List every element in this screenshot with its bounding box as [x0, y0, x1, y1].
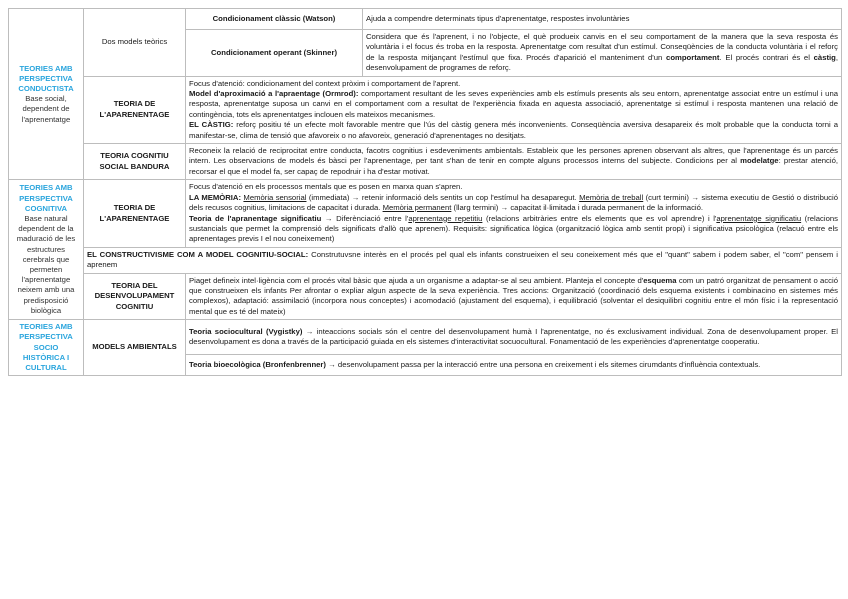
dos-models-label: Dos models teòrics: [84, 9, 186, 77]
category-subtitle: Base social, dependent de l'aprenentatge: [21, 94, 71, 124]
table-row: [9, 320, 842, 355]
table-row: [9, 76, 842, 143]
watson-desc: Ajuda a compendre determinats tipus d'aprenentatge, respostes involuntàries: [363, 9, 842, 30]
piaget-label: TEORIA DEL DESENVOLUPAMENT COGNITIU: [84, 273, 186, 320]
bandura-desc: Reconeix la relació de reciprocitat entre conducta, facotrs cognitius i esdeveniments ambientals. Estableix que les persones aprenen observant als altres, que l'aprenentage és un parcés intern. Les observacions de models és bàsci per l'aprenentage, per tant s'han de tenir en compte alguns processos interns del subjecte. Condicions per al modelatge: prestar atenció, recorsar el que el model fa, ser capaç de repodruir i ha d'estar motivat.: [186, 144, 842, 180]
category-subtitle: Base natural dependent de la maduració de les estructures cerebrals que permeten l'aprenentatge neixem amb una predisposició biològica: [16, 214, 76, 315]
bronfenbrenner-desc: Teoria bioecològica (Bronfenbrenner) → desenvolupament passa per la interacció entre una persona en creixement i els sitemes cirumdants d'influència contextuals.: [186, 355, 842, 376]
category-title: TEORIES AMB PERSPECTIVA SOCIO HISTÒRICA I CULTURAL: [19, 322, 73, 372]
aprenentatge-desc-conductista: Focus d'atenció: condicionament del context pròxim i comportament de l'aprent. Model d'aproximació a l'apraentage (Ormrod): comportament resultant de les seves experiències amb els estímuls presents als seu entorn, aprenentatge associat entre un estímul i una resposta, aprenentatge suposa un canvi en el comportament com a resultat de l'experiència fixada en aquesta associació, aprenentatge si estímul i resposta mantenen una relació de contingència, tots els aprenentatges inclouen els mateixos mecanismes. EL CÀSTIG: reforç positiu té un efecte molt favorable mentre que l'ús del càstig genera més inconvenients. Conseqüència aversiva desapareix és molt probable que la conducta torni a manifestar-se, clima de tensió que afavoreix o no afavoreix, generació d'aprenentages no desitjats.: [186, 76, 842, 143]
table-row: [9, 144, 842, 180]
aprenentatge-desc-cognitiva: Focus d'atenció en els processos mentals que es posen en marxa quan s'apren. LA MEMÒRIA: Memòria sensorial (immediata) → retenir informació dels sentits un cop l'estímul ha desaparegut. Memòria de treball (curt termini) → sistema executiu de Gestió o distribució dels recusos cognitius, limitacions de capacitat i durada. Memòria permanent (llarg termini) → capacitat il·limitada i durada permanent de la informació. Teoria de l'apranentage significatiu → Diferènciació entre l'aprenentage repetitiu (relacions arbitràries entre els elements que es vol aprendre) i l'aprenentatge significatiu (relacions sustancials que permet la comprensió dels significats d'allò que aprenem). Requisits: significatica lògica (organització lògica amb sentit propi) i significativa psicològica (relacuó entre els aprenentages previs I el nou coneixement): [186, 180, 842, 247]
table-row: [9, 180, 842, 247]
category-conductista: [9, 9, 84, 180]
skinner-title: Condicionament operant (Skinner): [186, 30, 363, 77]
aprenentatge-label-cognitiva: TEORIA DE L'APARENENTAGE: [84, 180, 186, 247]
table-row: [9, 247, 842, 273]
category-title: TEORIES AMB PERSPECTIVA CONDUCTISTA: [18, 63, 74, 93]
skinner-desc: Considera que és l'aprenent, i no l'objecte, el què produeix canvis en el seu comportament de la manera que la seva resposta és voluntària i el focus és troba en la resposta. Aprenentatge com resultat d'un estímul. Conseqüències de la conducta voluntària i el reforç de la resposta mitjançant l'estímul que fixa. Procés d'aparició el manteniment d'un comportament. El procés contrari és el càstig, desenvolupament de programes de reforç.: [363, 30, 842, 77]
watson-title: Condicionament clàssic (Watson): [186, 9, 363, 30]
theories-table: [8, 8, 842, 376]
table-row: [9, 9, 842, 30]
piaget-desc: Piaget defineix intel·ligència com el procés vital bàsic que ajuda a un organisme a adaptar-se al seu ambient. Planteja el concepte d'esquema com un patró organitzat de pensament o acció que construeixen els infants Per afrontar o expliar algun aspecte de la seva experiència. Tres accions: Organització (coordinació dels esquema existents i combinacino en sistemes més complexos), adaptació: assimilació (incorpora nous conceptes) i acomodació (ajustament del esquema), i equilibració (solventar el desiquilibri cognitiu entre el món físic i la representació mental que es té del mateix): [186, 273, 842, 320]
category-cognitiva: [9, 180, 84, 320]
models-ambientals-label: MODELS AMBIENTALS: [84, 320, 186, 376]
constructivisme-desc: EL CONSTRUCTIVISME COM A MODEL COGNITIU-SOCIAL: Construtuvsne interès en el procés pel qual els infants construeixen el seu coneixement més que el "quant" sabem i podem saber, el "com" pensem i aprenem: [84, 247, 842, 273]
category-sociocultural: [9, 320, 84, 376]
aprenentatge-label-conductista: TEORIA DE L'APARENENTAGE: [84, 76, 186, 143]
bandura-label: TEORIA COGNITIU SOCIAL BANDURA: [84, 144, 186, 180]
vygotsky-desc: Teoria sociocultural (Vygistky) → inteaccions socials són el centre del desenvolupament humà I l'aprenentatge, no és exclusivament individual. Zona de desenvolupament proper. El desenvolupament es dona a través de la participació guiada en els sistemes d'interactivitat socuocultural. Fonamentació de les experiències d'aprenentatge cooperatiu.: [186, 320, 842, 355]
category-title: TEORIES AMB PERSPECTIVA COGNITIVA: [19, 183, 73, 213]
table-row: [9, 273, 842, 320]
